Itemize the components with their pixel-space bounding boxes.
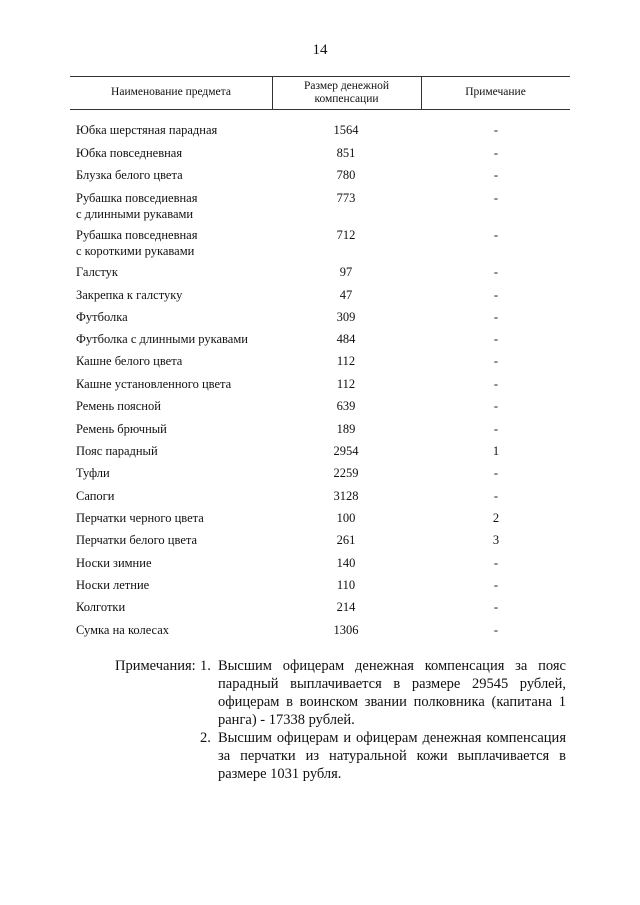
note-text: Высшим офицерам денежная компенсация за пояс парадный выплачивается в размере 29545 рублей, офицерам в воинском звании полковника (капитана 1 ранга) - 17338 рублей. [218,658,566,728]
row-note: - [493,265,499,279]
page-number: 14 [312,42,328,58]
item-name: Рубашка повседиевная с длинными рукавами [76,191,198,221]
note-number: 2. [200,730,211,746]
item-name: Юбка шерстяная парадная [76,123,218,137]
compensation-amount: 309 [336,310,356,324]
column-header-size: Размер денежной компенсации [303,79,390,105]
notes-label: Примечания: [115,658,196,674]
compensation-amount: 1564 [333,123,359,137]
row-note: - [493,600,499,614]
compensation-amount: 780 [336,168,356,182]
compensation-amount: 47 [339,288,353,302]
row-note: - [493,310,499,324]
row-note: - [493,556,499,570]
row-note: - [493,466,499,480]
compensation-amount: 3128 [333,489,359,503]
compensation-amount: 2954 [333,444,359,458]
item-name: Кашне белого цвета [76,354,183,368]
compensation-amount: 639 [336,399,356,413]
item-name: Носки летние [76,578,150,592]
compensation-amount: 110 [336,578,356,592]
item-name: Блузка белого цвета [76,168,183,182]
item-name: Сапоги [76,489,115,503]
row-note: - [493,489,499,503]
row-note: - [493,168,499,182]
row-note: - [493,399,499,413]
item-name: Перчатки черного цвета [76,511,204,525]
compensation-amount: 140 [336,556,356,570]
item-name: Колготки [76,600,126,614]
item-name: Галстук [76,265,118,279]
item-name: Закрепка к галстуку [76,288,183,302]
compensation-amount: 97 [339,265,353,279]
row-note: 1 [492,444,500,458]
column-header-note: Примечание [465,86,526,98]
compensation-amount: 773 [336,191,356,205]
row-note: - [493,191,499,205]
item-name: Ремень поясной [76,399,161,413]
row-note: - [493,354,499,368]
item-name: Юбка повседневная [76,146,183,160]
compensation-amount: 1306 [333,623,359,637]
row-note: - [493,422,499,436]
row-note: - [493,623,499,637]
item-name: Футболка с длинными рукавами [76,332,248,346]
compensation-amount: 112 [336,377,356,391]
row-note: - [493,288,499,302]
row-note: - [493,146,499,160]
item-name: Носки зимние [76,556,152,570]
row-note: - [493,332,499,346]
compensation-amount: 2259 [333,466,359,480]
compensation-amount: 189 [336,422,356,436]
row-note: 3 [492,533,500,547]
item-name: Футболка [76,310,128,324]
item-name: Туфли [76,466,110,480]
note-number: 1. [200,658,211,674]
compensation-amount: 214 [336,600,356,614]
compensation-amount: 100 [336,511,356,525]
row-note: - [493,123,499,137]
row-note: - [493,228,499,242]
table-header-rule [70,109,570,110]
column-header-name: Наименование предмета [111,86,231,98]
row-note: - [493,578,499,592]
compensation-amount: 851 [336,146,356,160]
item-name: Рубашка повседневная с короткими рукавами [76,228,198,258]
row-note: 2 [492,511,500,525]
compensation-amount: 484 [336,332,356,346]
item-name: Сумка на колесах [76,623,170,637]
item-name: Перчатки белого цвета [76,533,198,547]
item-name: Пояс парадный [76,444,158,458]
note-text: Высшим офицерам и офицерам денежная компенсация за перчатки из натуральной кожи выплачивается в размере 1031 рубля. [218,730,566,782]
row-note: - [493,377,499,391]
compensation-amount: 712 [336,228,356,242]
item-name: Кашне установленного цвета [76,377,232,391]
compensation-amount: 261 [336,533,356,547]
item-name: Ремень брючный [76,422,167,436]
compensation-amount: 112 [336,354,356,368]
